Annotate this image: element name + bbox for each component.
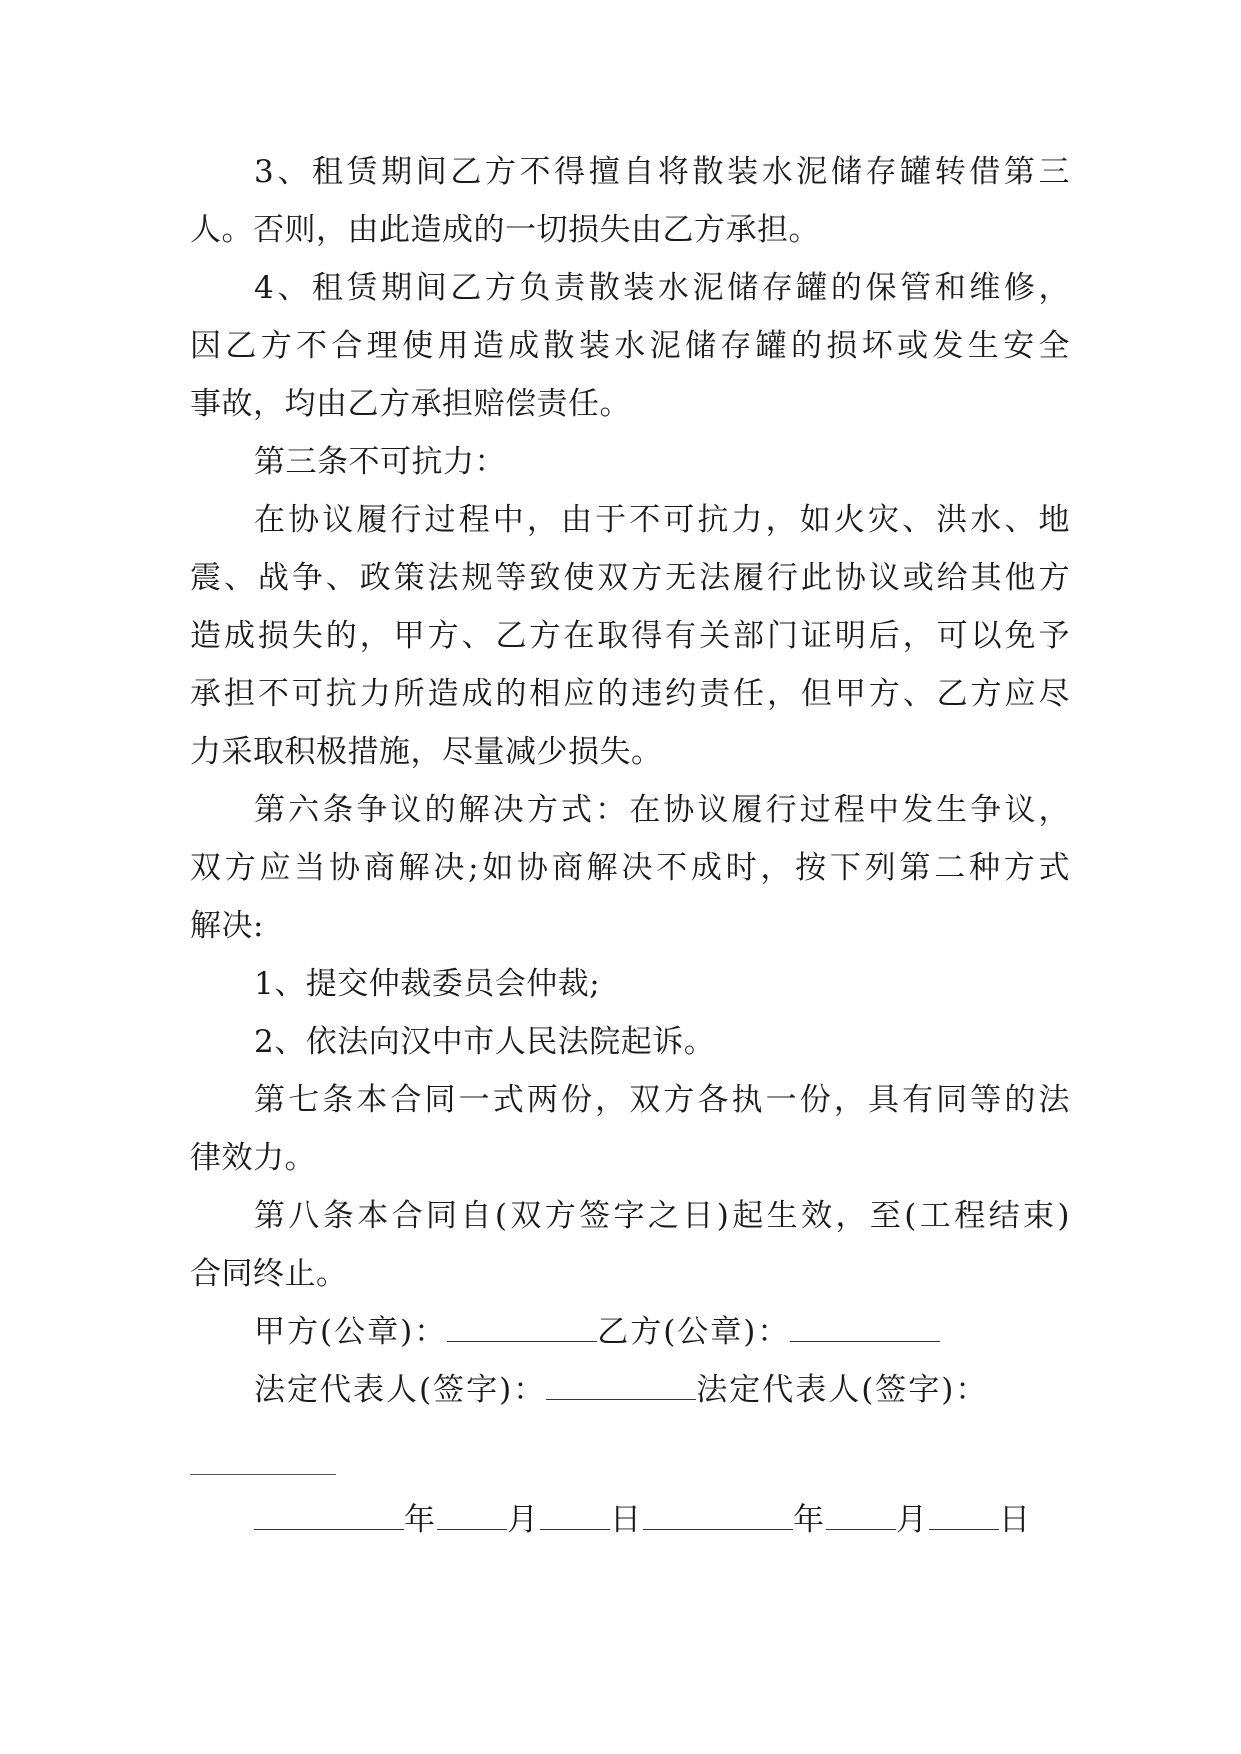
article8-line1: 第八条本合同自(双方签字之日)起生效，至(工程结束) bbox=[254, 1198, 1070, 1234]
seal-row bbox=[254, 1312, 940, 1352]
party-a-seal-label: 甲方(公章)： bbox=[254, 1314, 448, 1350]
clause-item3-line2: 人。否则，由此造成的一切损失由乙方承担。 bbox=[190, 212, 820, 248]
party-a-month-blank bbox=[437, 1503, 507, 1530]
article6-line1: 第六条争议的解决方式：在协议履行过程中发生争议， bbox=[254, 792, 1070, 828]
year-label-a: 年 bbox=[404, 1502, 437, 1538]
party-b-month-blank bbox=[826, 1503, 896, 1530]
article3-line5: 力采取积极措施，尽量减少损失。 bbox=[190, 734, 663, 770]
party-b-year-blank bbox=[643, 1503, 793, 1530]
party-b-seal-blank bbox=[790, 1315, 940, 1342]
day-label-a: 日 bbox=[610, 1502, 643, 1538]
article8-line2: 合同终止。 bbox=[190, 1256, 348, 1292]
month-label-b: 月 bbox=[896, 1502, 929, 1538]
article3-line3: 造成损失的，甲方、乙方在取得有关部门证明后，可以免予 bbox=[190, 618, 1070, 654]
clause-item3-line1: 3、租赁期间乙方不得擅自将散装水泥储存罐转借第三 bbox=[254, 154, 1070, 190]
year-label-b: 年 bbox=[793, 1502, 826, 1538]
party-b-rep-blank bbox=[190, 1474, 336, 1475]
party-b-rep-label: 法定代表人(签字)： bbox=[696, 1372, 989, 1408]
article3-title: 第三条不可抗力： bbox=[254, 444, 506, 480]
article3-line4: 承担不可抗力所造成的相应的违约责任，但甲方、乙方应尽 bbox=[190, 676, 1070, 712]
party-b-seal-label: 乙方(公章)： bbox=[597, 1314, 791, 1350]
party-b-day-blank bbox=[929, 1503, 999, 1530]
date-row bbox=[254, 1500, 1032, 1540]
party-a-rep-blank bbox=[546, 1373, 696, 1400]
representative-row bbox=[254, 1370, 988, 1410]
article3-line1: 在协议履行过程中，由于不可抗力，如火灾、洪水、地 bbox=[254, 502, 1070, 538]
month-label-a: 月 bbox=[507, 1502, 540, 1538]
article3-line2: 震、战争、政策法规等致使双方无法履行此协议或给其他方 bbox=[190, 560, 1070, 596]
party-a-year-blank bbox=[254, 1503, 404, 1530]
day-label-b: 日 bbox=[999, 1502, 1032, 1538]
party-a-seal-blank bbox=[447, 1315, 597, 1342]
clause-item4-line2: 因乙方不合理使用造成散装水泥储存罐的损坏或发生安全 bbox=[190, 328, 1070, 364]
article7-line1: 第七条本合同一式两份，双方各执一份，具有同等的法 bbox=[254, 1082, 1070, 1118]
article6-option1: 1、提交仲裁委员会仲裁; bbox=[254, 966, 601, 1002]
article6-line2: 双方应当协商解决;如协商解决不成时，按下列第二种方式 bbox=[190, 850, 1070, 886]
article6-line3: 解决: bbox=[190, 908, 264, 944]
clause-item4-line3: 事故，均由乙方承担赔偿责任。 bbox=[190, 386, 631, 422]
clause-item4-line1: 4、租赁期间乙方负责散装水泥储存罐的保管和维修， bbox=[254, 270, 1070, 306]
party-a-day-blank bbox=[540, 1503, 610, 1530]
article6-option2: 2、依法向汉中市人民法院起诉。 bbox=[254, 1024, 716, 1060]
party-a-rep-label: 法定代表人(签字)： bbox=[254, 1372, 547, 1408]
article7-line2: 律效力。 bbox=[190, 1140, 316, 1176]
